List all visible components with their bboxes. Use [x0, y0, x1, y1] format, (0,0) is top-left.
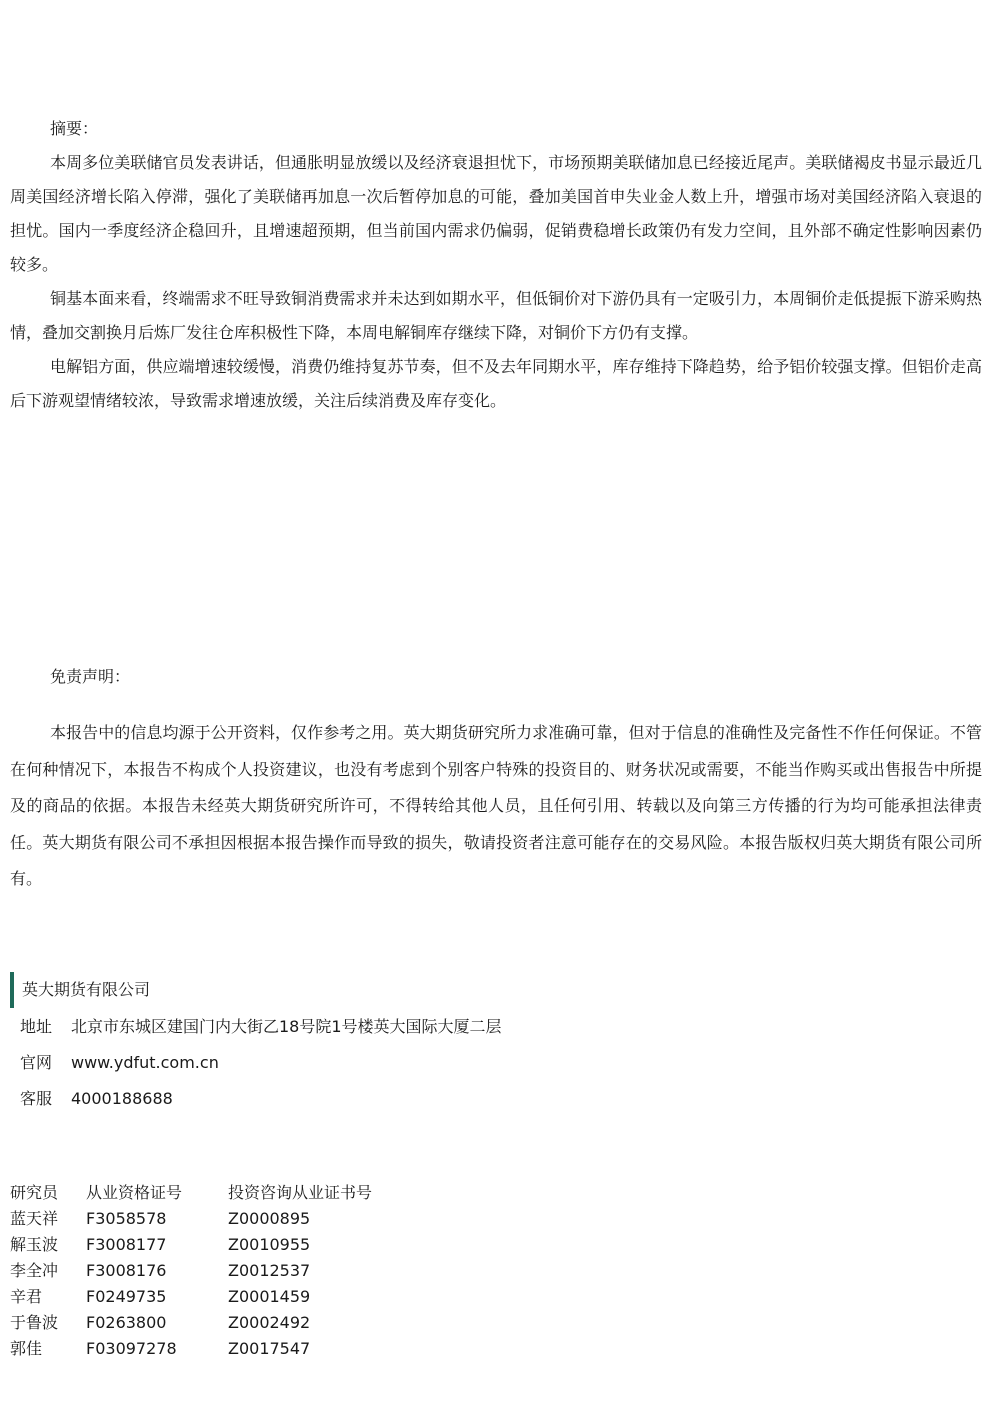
summary-paragraph: 电解铝方面，供应端增速较缓慢，消费仍维持复苏节奏，但不及去年同期水平，库存维持下降趋势，给予铝价较强支撑。但铝价走高后下游观望情绪较浓，导致需求增速放缓，关注后续消费及库存变化。: [10, 357, 982, 410]
consulting-cert-no: Z0001459: [228, 1287, 311, 1306]
contact-info: [20, 1012, 502, 1120]
summary-paragraph: 铜基本面来看，终端需求不旺导致铜消费需求并未达到如期水平，但低铜价对下游仍具有一定吸引力，本周铜价走低提振下游采购热情，叠加交割换月后炼厂发往仓库积极性下降，本周电解铜库存继续下降，对铜价下方仍有支撑。: [10, 289, 982, 342]
researcher-name: 蓝天祥: [10, 1209, 59, 1228]
table-row: [10, 1232, 428, 1258]
qualification-no: F0263800: [86, 1313, 167, 1332]
website-value: www.ydfut.com.cn: [71, 1053, 219, 1072]
table-header: [10, 1180, 428, 1206]
contact-row-website: [20, 1048, 502, 1084]
consulting-cert-no: Z0010955: [228, 1235, 311, 1254]
header-consulting-cert-no: 投资咨询从业证书号: [228, 1183, 373, 1202]
consulting-cert-no: Z0012537: [228, 1261, 311, 1280]
consulting-cert-no: Z0000895: [228, 1209, 311, 1228]
summary-title: 摘要：: [50, 119, 99, 138]
qualification-no: F3008176: [86, 1261, 167, 1280]
consulting-cert-no: Z0002492: [228, 1313, 311, 1332]
table-row: [10, 1284, 428, 1310]
consulting-cert-no: Z0017547: [228, 1339, 311, 1358]
qualification-no: F03097278: [86, 1339, 177, 1358]
contact-row-address: [20, 1012, 502, 1048]
researchers-table: [10, 1180, 428, 1362]
contact-row-service: [20, 1084, 502, 1120]
contact-label: 地址: [20, 1017, 53, 1036]
header-researcher: 研究员: [10, 1183, 59, 1202]
table-row: [10, 1336, 428, 1362]
summary-section: [10, 112, 982, 418]
address-value: 北京市东城区建国门内大街乙18号院1号楼英大国际大厦二层: [71, 1017, 502, 1036]
contact-label: 客服: [20, 1089, 53, 1108]
researcher-name: 辛君: [10, 1287, 43, 1306]
researcher-name: 解玉波: [10, 1235, 59, 1254]
contact-label: 官网: [20, 1053, 53, 1072]
disclaimer-text: 本报告中的信息均源于公开资料，仅作参考之用。英大期货研究所力求准确可靠，但对于信息的准确性及完备性不作任何保证。不管在何种情况下，本报告不构成个人投资建议，也没有考虑到个别客户特殊的投资目的、财务状况或需要，不能当作购买或出售报告中所提及的商品的依据。本报告未经英大期货研究所许可，不得转给其他人员，且任何引用、转载以及向第三方传播的行为均可能承担法律责任。英大期货有限公司不承担因根据本报告操作而导致的损失，敬请投资者注意可能存在的交易风险。本报告版权归英大期货有限公司所有。: [10, 723, 982, 888]
company-name: 英大期货有限公司: [10, 972, 150, 1008]
disclaimer-section: [10, 715, 982, 898]
header-qualification-no: 从业资格证号: [86, 1183, 183, 1202]
qualification-no: F0249735: [86, 1287, 167, 1306]
qualification-no: F3058578: [86, 1209, 167, 1228]
researcher-name: 郭佳: [10, 1339, 43, 1358]
table-row: [10, 1258, 428, 1284]
table-row: [10, 1206, 428, 1232]
summary-paragraph: 本周多位美联储官员发表讲话，但通胀明显放缓以及经济衰退担忧下，市场预期美联储加息已经接近尾声。美联储褐皮书显示最近几周美国经济增长陷入停滞，强化了美联储再加息一次后暂停加息的可能，叠加美国首申失业金人数上升，增强市场对美国经济陷入衰退的担忧。国内一季度经济企稳回升，且增速超预期，但当前国内需求仍偏弱，促销费稳增长政策仍有发力空间，且外部不确定性影响因素仍较多。: [10, 153, 982, 274]
researcher-name: 于鲁波: [10, 1313, 59, 1332]
researcher-name: 李全冲: [10, 1261, 59, 1280]
table-row: [10, 1310, 428, 1336]
service-phone-value: 4000188688: [71, 1089, 173, 1108]
disclaimer-title: 免责声明：: [50, 667, 131, 686]
qualification-no: F3008177: [86, 1235, 167, 1254]
